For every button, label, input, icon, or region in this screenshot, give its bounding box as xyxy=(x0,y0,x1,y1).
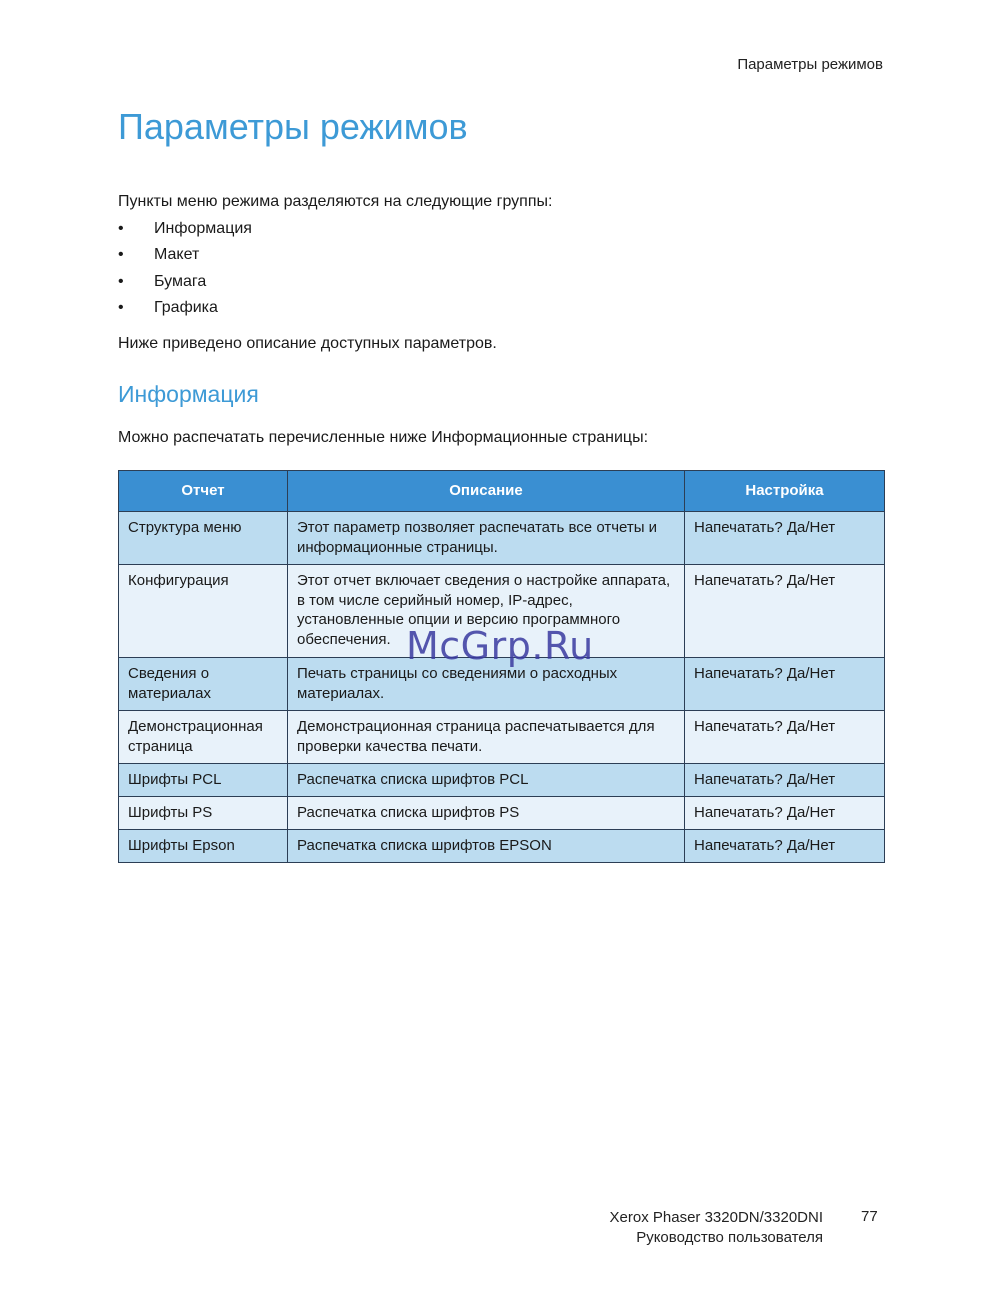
description-cell: Этот параметр позволяет распечатать все отчеты и информационные страницы. xyxy=(288,512,685,565)
description-cell: Распечатка списка шрифтов PS xyxy=(288,797,685,830)
report-cell: Структура меню xyxy=(119,512,288,565)
bullet: • xyxy=(118,298,124,316)
description-cell: Этот отчет включает сведения о настройке аппарата, в том числе серийный номер, IP-адрес, установленные опции и версию программного обеспечения. xyxy=(288,565,685,658)
table-row xyxy=(119,512,885,565)
report-cell: Сведения о материалах xyxy=(119,658,288,711)
setting-cell: Напечатать? Да/Нет xyxy=(685,830,885,863)
table-header-row xyxy=(119,471,885,512)
group-list xyxy=(118,219,252,324)
bullet: • xyxy=(118,272,124,290)
list-item: • Графика xyxy=(118,298,218,316)
list-item: • Макет xyxy=(118,246,200,264)
list-item: • Бумага xyxy=(118,272,207,290)
table-row xyxy=(119,797,885,830)
report-cell: Шрифты Epson xyxy=(119,830,288,863)
column-header-report: Отчет xyxy=(119,471,288,512)
description-cell: Печать страницы со сведениями о расходных материалах. xyxy=(288,658,685,711)
page-number: 77 xyxy=(861,1208,878,1225)
report-cell: Шрифты PS xyxy=(119,797,288,830)
watermark: McGrp.Ru xyxy=(406,624,594,668)
table-row xyxy=(119,711,885,764)
report-cell: Конфигурация xyxy=(119,565,288,658)
description-cell: Распечатка списка шрифтов PCL xyxy=(288,764,685,797)
bullet: • xyxy=(118,246,124,264)
setting-cell: Напечатать? Да/Нет xyxy=(685,512,885,565)
section-intro: Можно распечатать перечисленные ниже Информационные страницы: xyxy=(118,429,649,446)
description-cell: Распечатка списка шрифтов EPSON xyxy=(288,830,685,863)
table-row xyxy=(119,764,885,797)
page-title: Параметры режимов xyxy=(118,106,468,147)
intro-text: Пункты меню режима разделяются на следующие группы: xyxy=(118,193,553,210)
setting-cell: Напечатать? Да/Нет xyxy=(685,764,885,797)
setting-cell: Напечатать? Да/Нет xyxy=(685,565,885,658)
footer-guide: Руководство пользователя xyxy=(636,1229,823,1246)
section-title: Информация xyxy=(118,381,259,407)
report-cell: Демонстрационная страница xyxy=(119,711,288,764)
column-header-description: Описание xyxy=(288,471,685,512)
setting-cell: Напечатать? Да/Нет xyxy=(685,658,885,711)
report-cell: Шрифты PCL xyxy=(119,764,288,797)
setting-cell: Напечатать? Да/Нет xyxy=(685,711,885,764)
note-text: Ниже приведено описание доступных параметров. xyxy=(118,335,497,352)
bullet: • xyxy=(118,220,124,237)
list-item: • Информация xyxy=(118,220,252,237)
column-header-setting: Настройка xyxy=(685,471,885,512)
table-row xyxy=(119,830,885,863)
footer xyxy=(610,1208,823,1248)
description-cell: Демонстрационная страница распечатывается для проверки качества печати. xyxy=(288,711,685,764)
footer-product: Xerox Phaser 3320DN/3320DNI xyxy=(609,1209,823,1226)
running-header: Параметры режимов xyxy=(737,56,883,73)
setting-cell: Напечатать? Да/Нет xyxy=(685,797,885,830)
